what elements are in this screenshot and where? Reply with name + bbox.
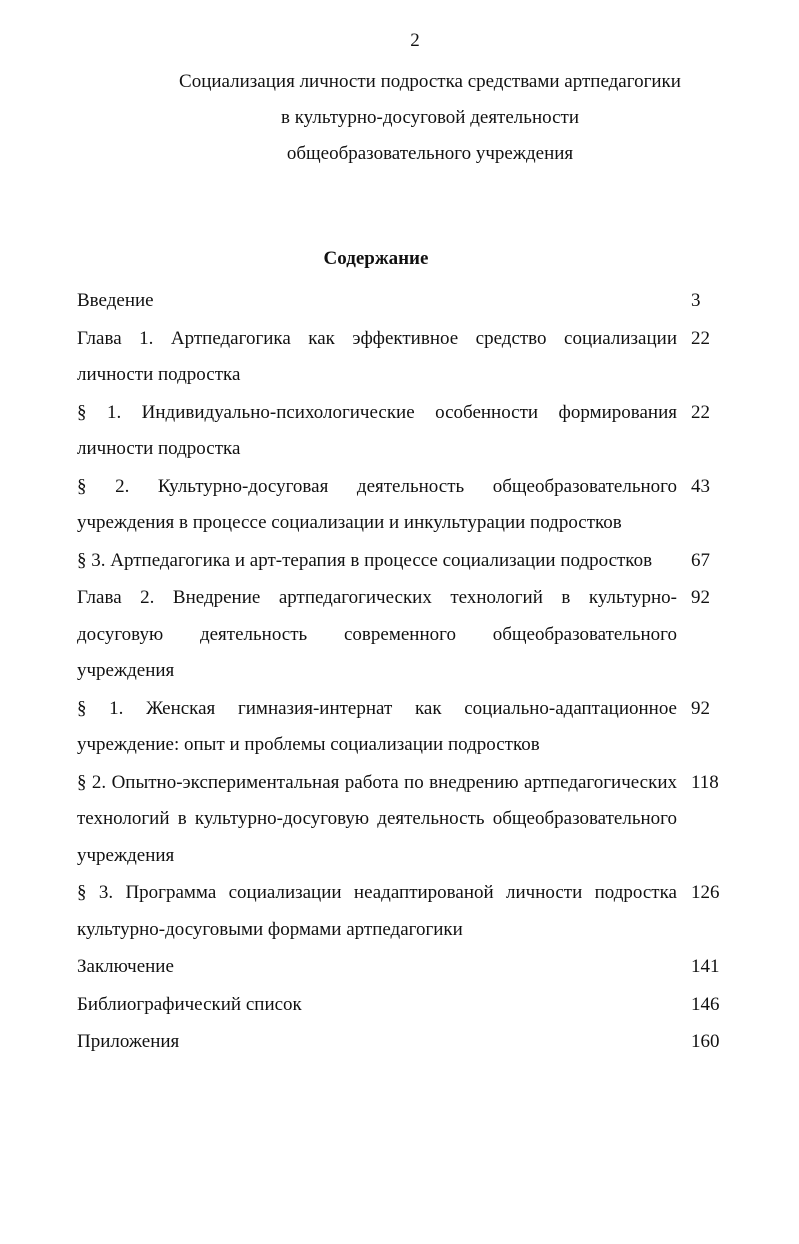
document-title bbox=[0, 64, 799, 172]
toc-entry-text: Введение bbox=[77, 290, 154, 311]
toc-entry-page: 43 bbox=[691, 475, 710, 497]
toc-entry-text: § 3. Артпедагогика и арт-терапия в процессе социализации подростков bbox=[77, 549, 653, 571]
toc-entry-page: 160 bbox=[691, 1031, 720, 1052]
toc-entry-page: 92 bbox=[691, 697, 710, 719]
toc-entry-chapter-1-section-3 bbox=[77, 543, 727, 580]
toc-entry-page: 92 bbox=[691, 587, 710, 608]
toc-entry-text: Библиографический список bbox=[77, 993, 302, 1015]
contents-heading: Содержание bbox=[323, 248, 429, 269]
toc-entry-conclusion bbox=[77, 949, 727, 986]
toc-entry-page: 141 bbox=[691, 956, 720, 977]
toc-entry-page: 22 bbox=[691, 327, 710, 349]
toc-entry-chapter-1-section-1 bbox=[77, 395, 727, 468]
toc-entry-bibliography bbox=[77, 987, 727, 1024]
toc-entry-chapter-2-section-2 bbox=[77, 765, 727, 875]
toc-entry-chapter-1 bbox=[77, 321, 727, 394]
toc-entry-page: 126 bbox=[691, 882, 720, 903]
toc-entry-text: Глава 2. Внедрение артпедагогических технологий в культурно-досуговую деятельность современного общеобразовательного учреждения bbox=[77, 587, 677, 681]
toc-entry-text: § 2. Опытно-экспериментальная работа по внедрению артпедагогических технологий в культурно-досуговую деятельность общеобразовательного учреждения bbox=[77, 771, 677, 866]
page-number: 2 bbox=[410, 30, 420, 51]
table-of-contents bbox=[77, 283, 727, 1062]
toc-entry-page: 118 bbox=[691, 771, 719, 793]
toc-entry-page: 3 bbox=[691, 290, 701, 311]
toc-entry-text: Глава 1. Артпедагогика как эффективное средство социализации личности подростка bbox=[77, 327, 677, 385]
toc-entry-page: 67 bbox=[691, 549, 710, 571]
toc-entry-introduction bbox=[77, 283, 727, 320]
title-line: общеобразовательного учреждения bbox=[286, 143, 574, 164]
toc-entry-chapter-2-section-1 bbox=[77, 691, 727, 764]
toc-entry-chapter-2-section-3 bbox=[77, 875, 727, 948]
toc-entry-text: § 3. Программа социализации неадаптированой личности подростка культурно-досуговыми формами артпедагогики bbox=[77, 882, 677, 940]
toc-entry-page: 22 bbox=[691, 401, 710, 423]
toc-entry-appendices bbox=[77, 1024, 727, 1061]
toc-entry-chapter-2 bbox=[77, 580, 727, 690]
toc-entry-text: § 1. Индивидуально-психологические особенности формирования личности подростка bbox=[77, 401, 677, 459]
title-line: Социализация личности подростка средствами артпедагогики bbox=[179, 71, 681, 92]
toc-entry-text: Заключение bbox=[77, 956, 174, 977]
title-line: в культурно-досуговой деятельности bbox=[281, 107, 579, 128]
toc-entry-page: 146 bbox=[691, 993, 720, 1015]
toc-entry-chapter-1-section-2 bbox=[77, 469, 727, 542]
toc-entry-text: § 2. Культурно-досуговая деятельность общеобразовательного учреждения в процессе социализации и инкультурации подростков bbox=[77, 475, 677, 533]
toc-entry-text: Приложения bbox=[77, 1031, 180, 1052]
toc-entry-text: § 1. Женская гимназия-интернат как социально-адаптационное учреждение: опыт и проблемы социализации подростков bbox=[77, 697, 677, 755]
